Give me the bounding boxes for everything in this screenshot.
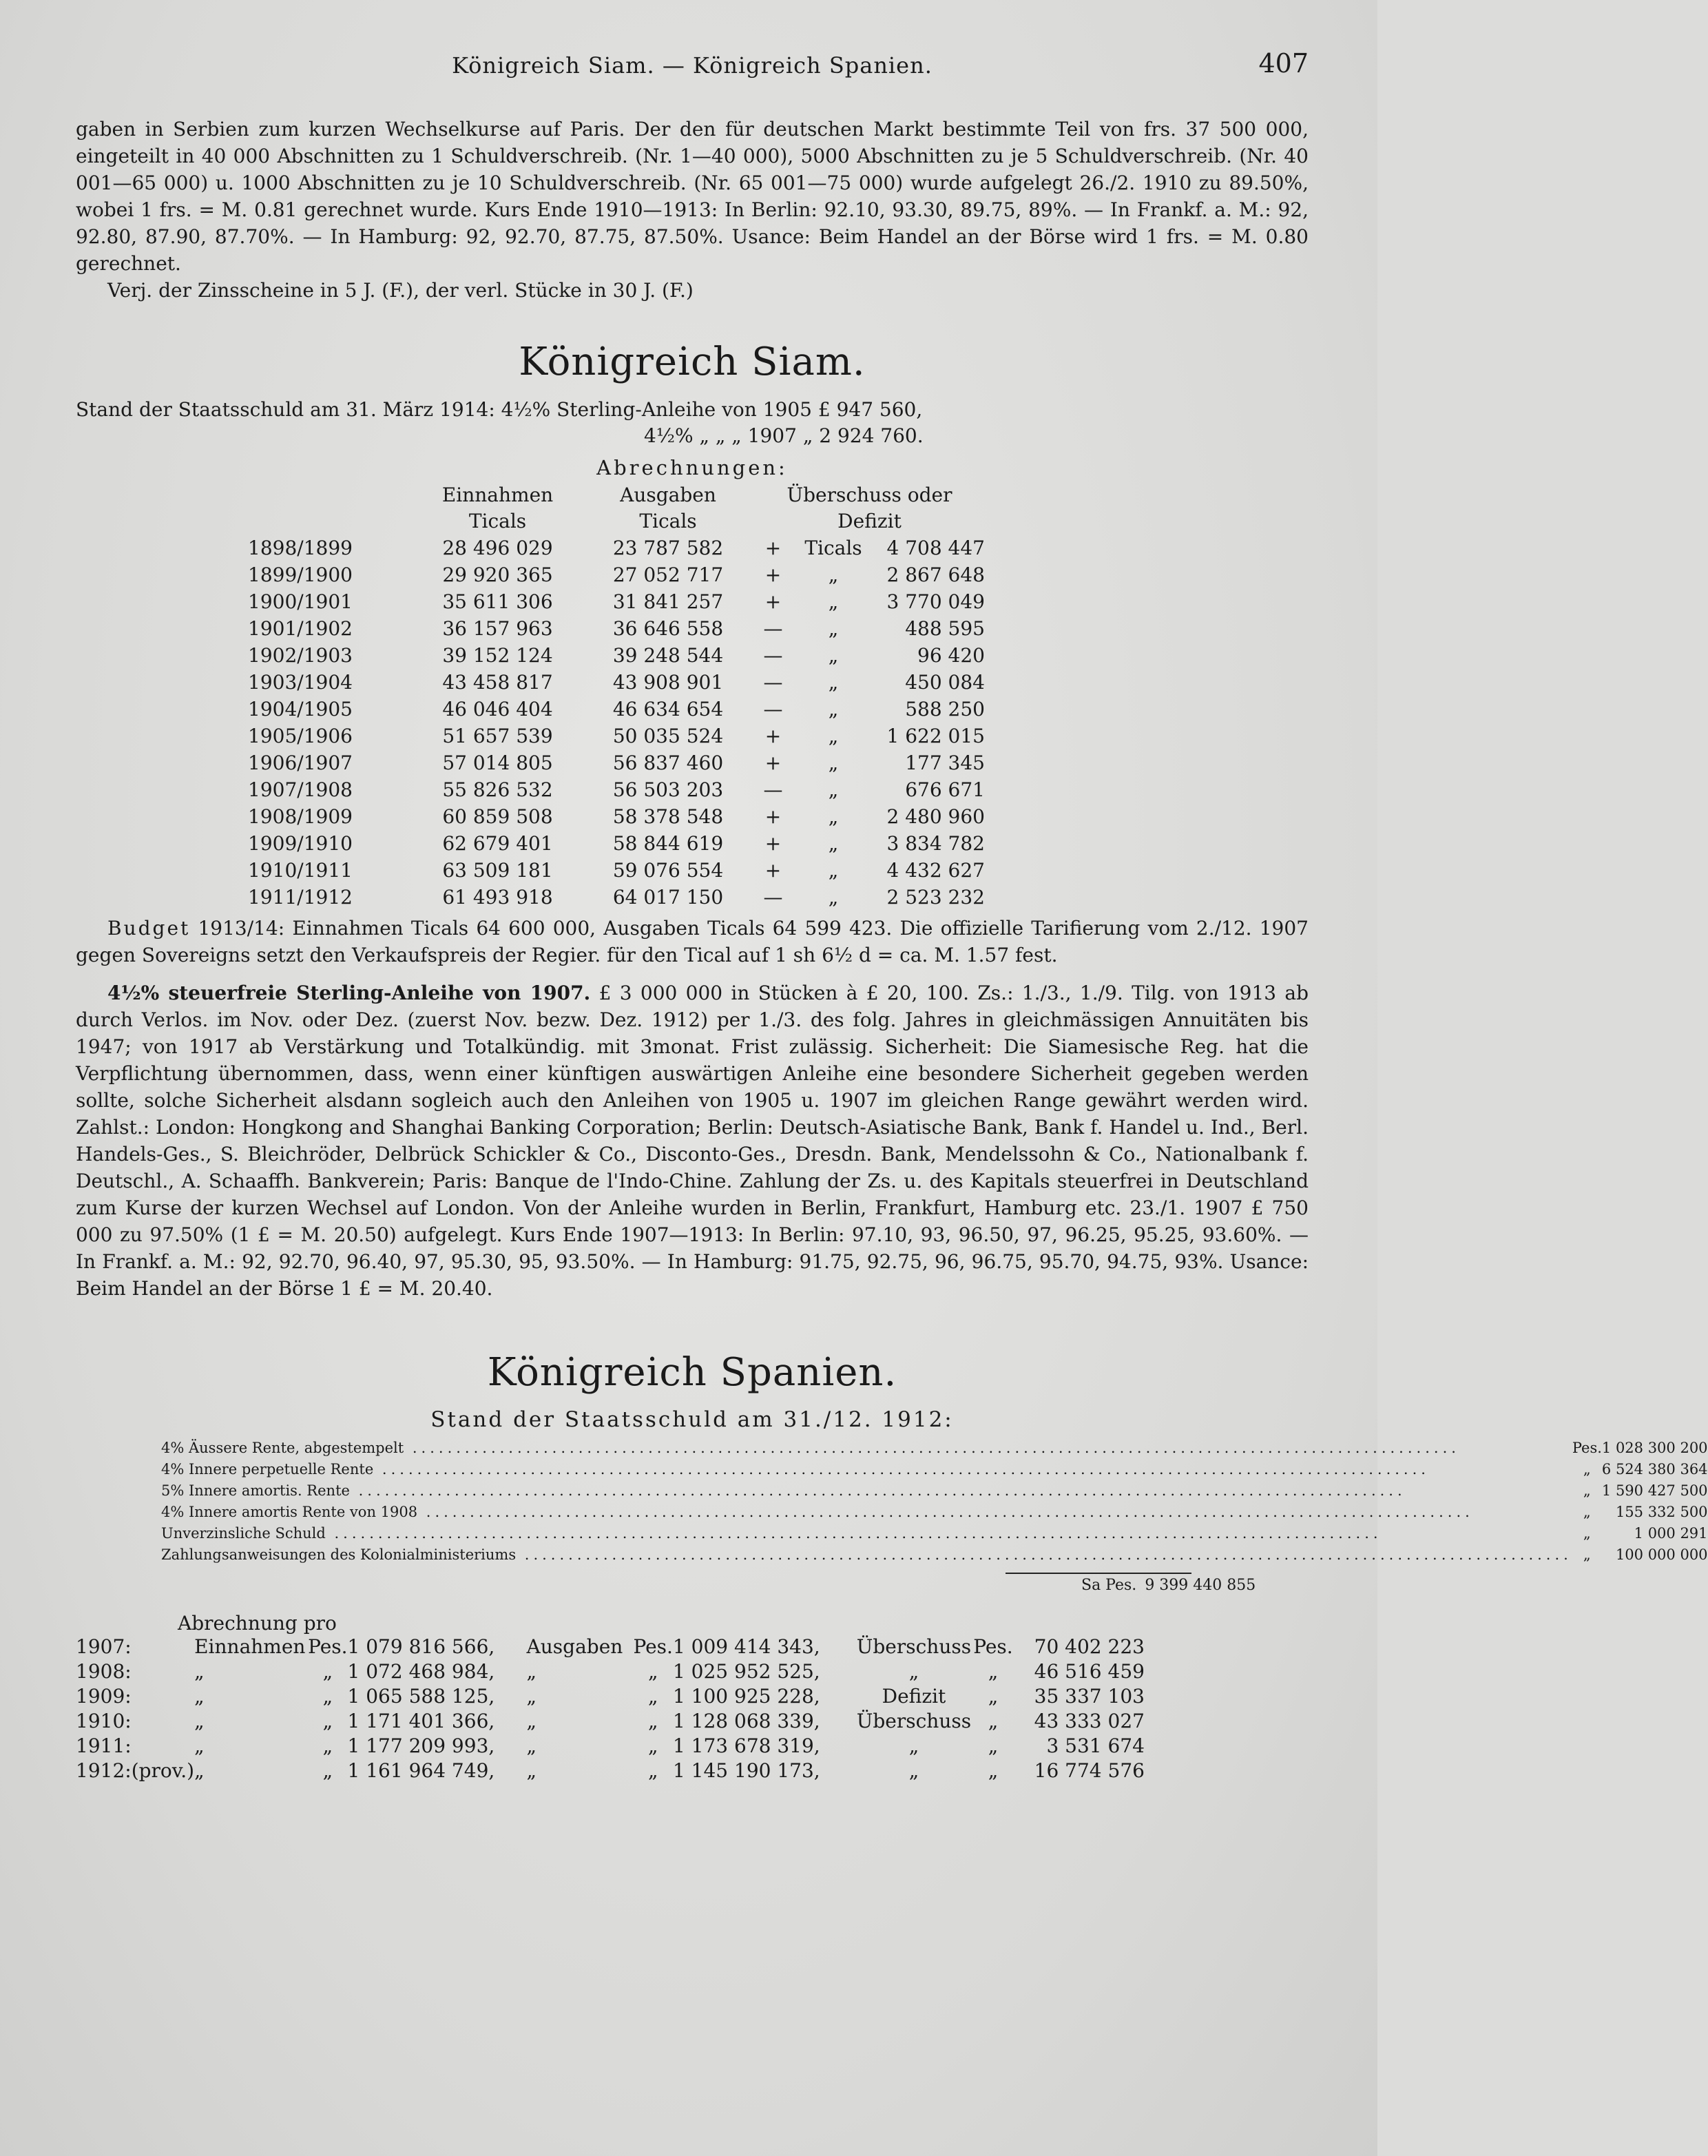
unit-cell: „ bbox=[988, 1685, 999, 1708]
table-row bbox=[248, 588, 985, 615]
einnahmen-cell: 39 152 124 bbox=[442, 644, 553, 667]
ausgaben-cell: 58 844 619 bbox=[612, 832, 724, 855]
siam-loan-paragraph bbox=[76, 979, 1309, 1302]
table-row bbox=[248, 803, 985, 830]
table-row bbox=[161, 1480, 1708, 1502]
serbia-verjaehrung: Verj. der Zinsscheine in 5 J. (F.), der verl. Stücke in 30 J. (F.) bbox=[107, 279, 694, 302]
spain-abrechnung-label: Abrechnung pro bbox=[178, 1612, 337, 1635]
unit-cell: „ bbox=[828, 805, 839, 828]
unit-cell: „ bbox=[988, 1734, 999, 1757]
sign-cell: + bbox=[764, 725, 782, 747]
difference-cell: 2 523 232 bbox=[886, 886, 985, 909]
unit-cell: „ bbox=[647, 1660, 658, 1683]
result-cell: 16 774 576 bbox=[1034, 1759, 1145, 1782]
einnahmen-cell: 46 046 404 bbox=[442, 698, 553, 721]
einnahmen-cell: 1 079 816 566, bbox=[347, 1635, 495, 1658]
debt-name: 5% Innere amortis. Rente bbox=[161, 1482, 350, 1499]
leader-dots: ........................................................................................................................ bbox=[325, 1525, 1382, 1542]
amount-cell: 6 524 380 364 bbox=[1601, 1461, 1708, 1478]
debt-name: 4% Innere perpetuelle Rente bbox=[161, 1461, 374, 1478]
einnahmen-cell: 1 171 401 366, bbox=[347, 1710, 495, 1732]
year-cell: 1906/1907 bbox=[248, 752, 353, 774]
amount-cell: 155 332 500 bbox=[1615, 1504, 1708, 1520]
unit-cell: Pes. bbox=[308, 1635, 348, 1658]
result-label-cell: „ bbox=[908, 1734, 919, 1757]
unit-cell: „ bbox=[647, 1685, 658, 1708]
leader-dots: ........................................................................................................................ bbox=[349, 1482, 1406, 1499]
result-cell: 46 516 459 bbox=[1034, 1660, 1145, 1683]
sign-cell: — bbox=[763, 778, 783, 801]
unit-cell: „ bbox=[322, 1660, 333, 1683]
sum-rule bbox=[1006, 1573, 1191, 1574]
year-cell: 1910/1911 bbox=[248, 859, 353, 882]
sum-label: Sa Pes. bbox=[1081, 1577, 1137, 1594]
einnahmen-cell: 51 657 539 bbox=[442, 725, 553, 747]
spain-abrechnung-table bbox=[76, 1635, 1145, 1783]
year-cell: 1909/1910 bbox=[248, 832, 353, 855]
table-row bbox=[248, 535, 985, 561]
unit-cell: „ bbox=[828, 563, 839, 586]
leader-dots: ........................................................................................................................ bbox=[516, 1546, 1572, 1563]
difference-cell: 2 480 960 bbox=[886, 805, 985, 828]
sign-cell: + bbox=[764, 805, 782, 828]
ausgaben-cell: 1 128 068 339, bbox=[672, 1710, 820, 1732]
difference-cell: 588 250 bbox=[905, 698, 985, 721]
result-cell: 70 402 223 bbox=[1034, 1635, 1145, 1658]
difference-cell: 4 432 627 bbox=[886, 859, 985, 882]
running-head bbox=[76, 48, 1309, 90]
unit-cell: Pes. bbox=[1572, 1440, 1602, 1456]
ausgaben-label-cell: „ bbox=[526, 1710, 537, 1732]
ausgaben-label-cell: „ bbox=[526, 1685, 537, 1708]
unit-cell: „ bbox=[828, 617, 839, 640]
ausgaben-cell: 58 378 548 bbox=[612, 805, 724, 828]
year-cell: 1911: bbox=[76, 1734, 132, 1757]
einnahmen-cell: 43 458 817 bbox=[442, 671, 553, 694]
debt-name-cell bbox=[161, 1502, 1572, 1523]
siam-budget-table bbox=[248, 482, 985, 911]
year-cell: 1908/1909 bbox=[248, 805, 353, 828]
ausgaben-cell: 1 173 678 319, bbox=[672, 1734, 820, 1757]
result-cell: 43 333 027 bbox=[1034, 1710, 1145, 1732]
ausgaben-cell: 39 248 544 bbox=[612, 644, 724, 667]
page-number: 407 bbox=[1258, 48, 1309, 79]
unit-cell: „ bbox=[828, 671, 839, 694]
sign-cell: — bbox=[763, 617, 783, 640]
debt-name-cell bbox=[161, 1459, 1572, 1480]
einnahmen-cell: 1 065 588 125, bbox=[347, 1685, 495, 1708]
table-row bbox=[76, 1659, 1145, 1684]
ausgaben-cell: 36 646 558 bbox=[612, 617, 724, 640]
ausgaben-cell: 27 052 717 bbox=[612, 563, 724, 586]
einnahmen-label-cell: „ bbox=[194, 1660, 205, 1683]
result-label-cell: „ bbox=[908, 1759, 919, 1782]
difference-cell: 96 420 bbox=[917, 644, 985, 667]
einnahmen-cell: 62 679 401 bbox=[442, 832, 553, 855]
unit-cell: „ bbox=[647, 1759, 658, 1782]
debt-name: 4% Äussere Rente, abgestempelt bbox=[161, 1440, 404, 1456]
budget-label: Budget bbox=[107, 917, 191, 940]
einnahmen-cell: 55 826 532 bbox=[442, 778, 553, 801]
table-row bbox=[248, 696, 985, 723]
unit-cell: „ bbox=[1583, 1546, 1591, 1563]
unit-cell: „ bbox=[828, 590, 839, 613]
year-cell: 1902/1903 bbox=[248, 644, 353, 667]
unit-cell: „ bbox=[1583, 1525, 1591, 1542]
siam-abrechnungen-label: Abrechnungen: bbox=[596, 456, 788, 479]
leader-dots: ........................................................................................................................ bbox=[404, 1440, 1460, 1456]
unit-cell: „ bbox=[988, 1710, 999, 1732]
table-row bbox=[76, 1709, 1145, 1734]
unit-cell: „ bbox=[828, 832, 839, 855]
unit-cell: „ bbox=[1583, 1504, 1591, 1520]
result-cell: 3 531 674 bbox=[1046, 1734, 1145, 1757]
budget-text: 1913/14: Einnahmen Ticals 64 600 000, Ausgaben Ticals 64 599 423. Die offizielle Tarifierung vom 2./12. 1907 gegen Sovereigns setzt den Verkaufspreis der Regier. für den Tical auf 1 sh 6½ d = ca. M. 1.57 fest. bbox=[76, 917, 1309, 966]
year-cell: 1903/1904 bbox=[248, 671, 353, 694]
sign-cell: + bbox=[764, 590, 782, 613]
table-row bbox=[248, 642, 985, 669]
col-einnahmen-unit: Ticals bbox=[468, 510, 527, 532]
table-row bbox=[248, 884, 985, 911]
einnahmen-cell: 35 611 306 bbox=[442, 590, 553, 613]
table-row bbox=[161, 1438, 1708, 1459]
table-row bbox=[76, 1635, 1145, 1659]
amount-cell: 1 000 291 bbox=[1634, 1525, 1708, 1542]
ausgaben-cell: 1 025 952 525, bbox=[672, 1660, 820, 1683]
difference-cell: 1 622 015 bbox=[886, 725, 985, 747]
year-cell: 1909: bbox=[76, 1685, 132, 1708]
amount-cell: 1 590 427 500 bbox=[1601, 1482, 1708, 1499]
ausgaben-cell: 56 837 460 bbox=[612, 752, 724, 774]
spain-stand: Stand der Staatsschuld am 31./12. 1912: bbox=[430, 1407, 954, 1432]
einnahmen-cell: 63 509 181 bbox=[442, 859, 553, 882]
year-cell: 1908: bbox=[76, 1660, 132, 1683]
sign-cell: + bbox=[764, 859, 782, 882]
einnahmen-cell: 61 493 918 bbox=[442, 886, 553, 909]
table-row bbox=[161, 1502, 1708, 1523]
unit-cell: Ticals bbox=[804, 537, 862, 559]
ausgaben-label-cell: „ bbox=[526, 1734, 537, 1757]
year-cell: 1904/1905 bbox=[248, 698, 353, 721]
unit-cell: „ bbox=[828, 752, 839, 774]
ausgaben-cell: 31 841 257 bbox=[612, 590, 724, 613]
year-cell: 1910: bbox=[76, 1710, 132, 1732]
table-row bbox=[248, 857, 985, 884]
table-row bbox=[248, 830, 985, 857]
unit-cell: „ bbox=[828, 644, 839, 667]
ausgaben-cell: 43 908 901 bbox=[612, 671, 724, 694]
result-label-cell: Defizit bbox=[882, 1685, 946, 1708]
difference-cell: 676 671 bbox=[905, 778, 985, 801]
debt-name-cell bbox=[161, 1523, 1572, 1544]
ausgaben-label-cell: „ bbox=[526, 1660, 537, 1683]
einnahmen-label-cell: „ bbox=[194, 1734, 205, 1757]
serbia-tail-paragraph: gaben in Serbien zum kurzen Wechselkurse auf Paris. Der den für deutschen Markt bestimmte Teil von frs. 37 500 000, eingeteilt in 40 000 Abschnitten zu 1 Schuldverschreib. (Nr. 1—40 000), 5000 Abschnitten zu je 5 Schuldverschreib. (Nr. 40 001—65 000) u. 1000 Abschnitten zu je 10 Schuldverschreib. (Nr. 65 001—75 000) wurde aufgelegt 26./2. 1910 zu 89.50%, wobei 1 frs. = M. 0.81 gerechnet wurde. Kurs Ende 1910—1913: In Berlin: 92.10, 93.30, 89.75, 89%. — In Frankf. a. M.: 92, 92.80, 87.90, 87.70%. — In Hamburg: 92, 92.70, 87.75, 87.50%. Usance: Beim Handel an der Börse wird 1 frs. = M. 0.80 gerechnet. bbox=[76, 118, 1309, 275]
table-row bbox=[248, 615, 985, 642]
debt-name: 4% Innere amortis Rente von 1908 bbox=[161, 1504, 418, 1520]
siam-stand-line2: 4½% „ „ „ 1907 „ 2 924 760. bbox=[644, 424, 924, 447]
einnahmen-cell: 1 072 468 984, bbox=[347, 1660, 495, 1683]
debt-name-cell bbox=[161, 1438, 1572, 1459]
running-title: Königreich Siam. — Königreich Spanien. bbox=[452, 52, 933, 79]
unit-cell: „ bbox=[828, 886, 839, 909]
sign-cell: — bbox=[763, 698, 783, 721]
ausgaben-cell: 64 017 150 bbox=[612, 886, 724, 909]
spain-title: Königreich Spanien. bbox=[487, 1350, 897, 1395]
difference-cell: 177 345 bbox=[905, 752, 985, 774]
siam-loan-text: £ 3 000 000 in Stücken à £ 20, 100. Zs.: 1./3., 1./9. Tilg. von 1913 ab durch Verlos. im Nov. oder Dez. (zuerst Nov. bezw. Dez. 1912) per 1./3. des folg. Jahres in gleichmässigen Annuitäten bis 1947; von 1917 ab Verstärkung und Totalkündig. mit 3monat. Frist zulässig. Sicherheit: Die Siamesische Reg. hat die Verpflichtung übernommen, dass, wenn einer künftigen auswärtigen Anleihe eine besondere Sicherheit gegeben werden sollte, solche Sicherheit alsdann sogleich auch den Anleihen von 1905 u. 1907 im gleichen Range gewährt werden wird. Zahlst.: London: Hongkong and Shanghai Banking Corporation; Berlin: Deutsch-Asiatische Bank, Bank f. Handel u. Ind., Berl. Handels-Ges., S. Bleichröder, Delbrück Schickler & Co., Disconto-Ges., Dresdn. Bank, Mendelssohn & Co., Nationalbank f. Deutschl., A. Schaaffh. Bankverein; Paris: Banque de l'Indo-Chine. Zahlung der Zs. u. des Kapitals steuerfrei in Deutschland zum Kurse der kurzen Wechsel auf London. Von der Anleihe wurden in Berlin, Frankfurt, Hamburg etc. 23./1. 1907 £ 750 000 zu 97.50% (1 £ = M. 20.50) aufgelegt. Kurs Ende 1907—1913: In Berlin: 97.10, 93, 96.50, 97, 96.25, 95.25, 93.60%. — In Frankf. a. M.: 92, 92.70, 96.40, 97, 95.30, 95, 93.50%. — In Hamburg: 91.75, 92.75, 96, 96.75, 95.70, 94.75, 93%. Usance: Beim Handel an der Börse 1 £ = M. 20.40. bbox=[76, 982, 1309, 1300]
siam-budget-paragraph bbox=[76, 915, 1309, 968]
difference-cell: 3 770 049 bbox=[886, 590, 985, 613]
unit-cell: „ bbox=[322, 1759, 333, 1782]
sign-cell: — bbox=[763, 644, 783, 667]
unit-cell: Pes. bbox=[973, 1635, 1013, 1658]
col-einnahmen: Einnahmen bbox=[441, 484, 554, 506]
unit-cell: „ bbox=[828, 698, 839, 721]
siam-stand-line1: Stand der Staatsschuld am 31. März 1914: 4½% Sterling-Anleihe von 1905 £ 947 560, bbox=[76, 398, 923, 421]
sign-cell: + bbox=[764, 832, 782, 855]
siam-loan-title: 4½% steuerfreie Sterling-Anleihe von 1907. bbox=[107, 982, 591, 1004]
unit-cell: „ bbox=[647, 1734, 658, 1757]
difference-cell: 4 708 447 bbox=[886, 537, 985, 559]
spain-debt-table bbox=[161, 1438, 1708, 1566]
ausgaben-label-cell: Ausgaben bbox=[526, 1635, 623, 1658]
sign-cell: — bbox=[763, 886, 783, 909]
ausgaben-label-cell: „ bbox=[526, 1759, 537, 1782]
year-cell: 1898/1899 bbox=[248, 537, 353, 559]
sign-cell: — bbox=[763, 671, 783, 694]
ausgaben-cell: 46 634 654 bbox=[612, 698, 724, 721]
ausgaben-cell: 23 787 582 bbox=[612, 537, 724, 559]
amount-cell: 100 000 000 bbox=[1615, 1546, 1708, 1563]
result-cell: 35 337 103 bbox=[1034, 1685, 1145, 1708]
sign-cell: + bbox=[764, 537, 782, 559]
difference-cell: 488 595 bbox=[905, 617, 985, 640]
table-row bbox=[248, 776, 985, 803]
unit-cell: „ bbox=[988, 1660, 999, 1683]
einnahmen-label-cell: „ bbox=[194, 1759, 205, 1782]
debt-name-cell bbox=[161, 1544, 1572, 1566]
debt-name: Zahlungsanweisungen des Kolonialministeriums bbox=[161, 1546, 517, 1563]
table-row bbox=[248, 669, 985, 696]
debt-name: Unverzinsliche Schuld bbox=[161, 1525, 326, 1542]
year-cell: 1907: bbox=[76, 1635, 132, 1658]
einnahmen-label-cell: „ bbox=[194, 1710, 205, 1732]
col-ausgaben-unit: Ticals bbox=[639, 510, 697, 532]
col-ausgaben: Ausgaben bbox=[620, 484, 716, 506]
unit-cell: „ bbox=[1583, 1461, 1591, 1478]
year-cell: 1901/1902 bbox=[248, 617, 353, 640]
year-cell: 1912:(prov.) bbox=[76, 1759, 195, 1782]
einnahmen-cell: 1 161 964 749, bbox=[347, 1759, 495, 1782]
year-cell: 1911/1912 bbox=[248, 886, 353, 909]
col-defizit: Defizit bbox=[837, 510, 902, 532]
einnahmen-cell: 29 920 365 bbox=[442, 563, 553, 586]
einnahmen-cell: 57 014 805 bbox=[442, 752, 553, 774]
leader-dots: ........................................................................................................................ bbox=[417, 1504, 1474, 1520]
amount-cell: 1 028 300 200 bbox=[1601, 1440, 1708, 1456]
ausgaben-cell: 1 100 925 228, bbox=[672, 1685, 820, 1708]
spain-debt-sum bbox=[1081, 1577, 1309, 1594]
result-label-cell: „ bbox=[908, 1660, 919, 1683]
table-row bbox=[161, 1523, 1708, 1544]
unit-cell: „ bbox=[647, 1710, 658, 1732]
ausgaben-cell: 56 503 203 bbox=[612, 778, 724, 801]
year-cell: 1900/1901 bbox=[248, 590, 353, 613]
unit-cell: „ bbox=[828, 778, 839, 801]
sign-cell: + bbox=[764, 752, 782, 774]
difference-cell: 2 867 648 bbox=[886, 563, 985, 586]
einnahmen-cell: 36 157 963 bbox=[442, 617, 553, 640]
einnahmen-label-cell: Einnahmen bbox=[194, 1635, 306, 1658]
einnahmen-cell: 1 177 209 993, bbox=[347, 1734, 495, 1757]
ausgaben-cell: 1 009 414 343, bbox=[672, 1635, 820, 1658]
difference-cell: 450 084 bbox=[905, 671, 985, 694]
unit-cell: Pes. bbox=[633, 1635, 673, 1658]
col-ueberschuss: Überschuss oder bbox=[787, 484, 952, 506]
year-cell: 1905/1906 bbox=[248, 725, 353, 747]
table-row bbox=[161, 1459, 1708, 1480]
einnahmen-cell: 60 859 508 bbox=[442, 805, 553, 828]
year-cell: 1907/1908 bbox=[248, 778, 353, 801]
year-cell: 1899/1900 bbox=[248, 563, 353, 586]
ausgaben-cell: 59 076 554 bbox=[612, 859, 724, 882]
table-row bbox=[76, 1684, 1145, 1709]
siam-title: Königreich Siam. bbox=[519, 340, 866, 384]
ausgaben-cell: 50 035 524 bbox=[612, 725, 724, 747]
unit-cell: „ bbox=[988, 1759, 999, 1782]
result-label-cell: Überschuss bbox=[856, 1710, 972, 1732]
unit-cell: „ bbox=[1583, 1482, 1591, 1499]
difference-cell: 3 834 782 bbox=[886, 832, 985, 855]
leader-dots: ........................................................................................................................ bbox=[373, 1461, 1430, 1478]
einnahmen-label-cell: „ bbox=[194, 1685, 205, 1708]
table-row bbox=[248, 749, 985, 776]
table-row bbox=[161, 1544, 1708, 1566]
einnahmen-cell: 28 496 029 bbox=[442, 537, 553, 559]
table-row bbox=[76, 1734, 1145, 1759]
sum-amount: 9 399 440 855 bbox=[1145, 1577, 1256, 1594]
unit-cell: „ bbox=[828, 859, 839, 882]
unit-cell: „ bbox=[828, 725, 839, 747]
unit-cell: „ bbox=[322, 1685, 333, 1708]
ausgaben-cell: 1 145 190 173, bbox=[672, 1759, 820, 1782]
unit-cell: „ bbox=[322, 1734, 333, 1757]
table-row bbox=[76, 1759, 1145, 1783]
table-row bbox=[248, 723, 985, 749]
siam-stand bbox=[76, 397, 1309, 449]
unit-cell: „ bbox=[322, 1710, 333, 1732]
table-row bbox=[248, 561, 985, 588]
sign-cell: + bbox=[764, 563, 782, 586]
result-label-cell: Überschuss bbox=[856, 1635, 972, 1658]
debt-name-cell bbox=[161, 1480, 1572, 1502]
